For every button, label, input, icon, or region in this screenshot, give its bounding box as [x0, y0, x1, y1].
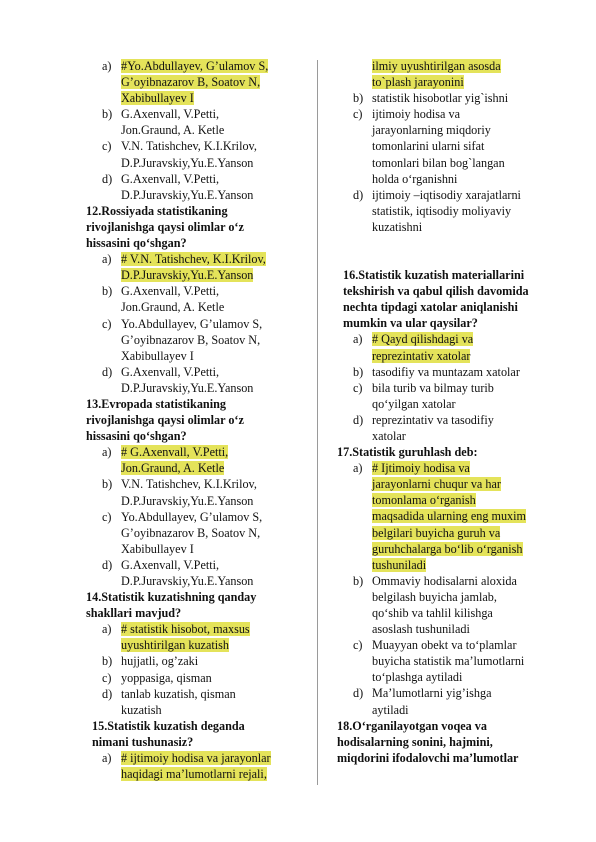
option-label: a) — [102, 751, 112, 766]
text-line: 12.Rossiyada statistikaning — [86, 203, 228, 218]
text-line: statistik hisobotlar yig`ishni — [372, 91, 509, 106]
question-13 — [86, 396, 298, 444]
option-label: c) — [102, 139, 112, 154]
text-line: D.P.Juravskiy,Yu.E.Yanson — [121, 155, 254, 170]
answer-options — [86, 750, 298, 782]
text-line: nechta tipdagi xatolar aniqlanishi — [343, 300, 518, 315]
text-line: bila turib va bilmay turib — [372, 380, 494, 395]
text-line: Yo.Abdullayev, G’ulamov S, — [121, 509, 263, 524]
answer-option — [337, 412, 552, 444]
answer-option — [86, 557, 298, 589]
question-15 — [86, 718, 298, 750]
text-line: to‘plashga aytiladi — [372, 670, 463, 685]
text-line: tomonlari bilan bog`langan — [372, 155, 505, 170]
text-line: qo‘shib va tahlil kilishga — [372, 606, 493, 620]
text-line: G.Axenvall, V.Petti, — [121, 364, 220, 379]
option-label: c) — [353, 107, 363, 122]
text-line: tomonlama o‘rganish — [372, 493, 476, 508]
option-label: d) — [102, 557, 113, 572]
text-line: # Qayd qilishdagi va — [372, 332, 474, 347]
answer-option — [337, 187, 552, 235]
text-line: Yo.Abdullayev, G’ulamov S, — [121, 316, 263, 331]
option-label: a) — [102, 445, 112, 460]
answer-option — [337, 685, 552, 717]
text-line: G.Axenvall, V.Petti, — [121, 107, 220, 122]
text-line: reprezintativ va tasodifiy — [372, 412, 494, 427]
text-line: # Ijtimoiy hodisa va — [372, 461, 470, 476]
text-line: # statistik hisobot, maxsus — [121, 622, 250, 637]
text-line: Ma’lumotlarni yig’ishga — [372, 686, 492, 701]
column-divider — [317, 60, 318, 785]
option-label: b) — [353, 364, 364, 379]
text-line: tomonlarini ularni sifat — [372, 139, 485, 154]
spacer — [337, 235, 552, 267]
answer-option — [86, 653, 298, 669]
text-line: yoppasiga, qisman — [121, 670, 212, 685]
text-line: buyicha statistik ma’lumotlarni — [372, 654, 525, 669]
text-line: tekshirish va qabul qilish davomida — [343, 284, 529, 299]
answer-option — [86, 316, 298, 364]
answer-option-correct — [337, 331, 552, 363]
answer-option-correct — [86, 750, 298, 782]
option-label: b) — [102, 284, 113, 299]
text-line: uyushtirilgan kuzatish — [121, 638, 229, 653]
answer-option — [86, 476, 298, 508]
text-line: maqsadida ularning eng muxim — [372, 509, 527, 524]
text-line: rivojlanishga qaysi olimlar o‘z — [86, 413, 244, 428]
answer-options — [86, 621, 298, 718]
text-line: qo‘yilgan xatolar — [372, 396, 456, 411]
text-line: Muayyan obekt va to‘plamlar — [372, 638, 517, 653]
text-line: Xabibullayev I — [121, 541, 194, 556]
text-line: G’oyibnazarov B, Soatov N, — [121, 525, 261, 540]
answer-options — [86, 444, 298, 589]
text-line: ijtimoiy hodisa va — [372, 107, 461, 122]
answer-option — [337, 573, 552, 637]
text-line: Jon.Graund, A. Ketle — [121, 461, 225, 476]
text-line: Jon.Graund, A. Ketle — [121, 300, 225, 315]
answer-option-correct — [86, 621, 298, 653]
text-line: tushuniladi — [372, 557, 427, 572]
text-line: hujjatli, og’zaki — [121, 654, 199, 669]
answer-option — [337, 106, 552, 186]
text-line: belgilari buyicha guruh va — [372, 525, 501, 540]
answer-option — [337, 637, 552, 685]
text-line: aytiladi — [372, 702, 409, 717]
text-line: asoslash tushuniladi — [372, 622, 470, 637]
answer-option — [86, 364, 298, 396]
option-label: d) — [353, 187, 364, 202]
text-line: to`plash jarayonini — [372, 75, 464, 90]
text-line: holda o‘rganishni — [372, 171, 458, 186]
text-line: 14.Statistik kuzatishning qanday — [86, 590, 257, 605]
right-column — [337, 58, 552, 766]
text-line: belgilash buyicha jamlab, — [372, 589, 497, 604]
text-line: G.Axenvall, V.Petti, — [121, 284, 220, 299]
text-line: # G.Axenvall, V.Petti, — [121, 445, 229, 460]
text-line: ilmiy uyushtirilgan asosda — [372, 59, 501, 73]
option-label: d) — [102, 686, 113, 701]
answer-options — [337, 460, 552, 718]
text-line: tanlab kuzatish, qisman — [121, 686, 236, 701]
text-line: Ommaviy hodisalarni aloxida — [372, 573, 517, 588]
text-line: G’oyibnazarov B, Soatov N, — [121, 75, 261, 90]
answer-options — [337, 331, 552, 444]
option-label: d) — [353, 412, 364, 427]
text-line: G.Axenvall, V.Petti, — [121, 171, 220, 186]
text-line: #Yo.Abdullayev, G’ulamov S, — [121, 59, 269, 73]
answer-option — [86, 138, 298, 170]
option-label: d) — [102, 171, 113, 186]
question-14 — [86, 589, 298, 621]
option-label: a) — [102, 59, 112, 73]
option-label: c) — [353, 380, 363, 395]
text-line: 13.Evropada statistikaning — [86, 396, 226, 411]
option-label: c) — [102, 670, 112, 685]
answer-options — [86, 58, 298, 203]
option-label: a) — [353, 461, 363, 476]
text-line: D.P.Juravskiy,Yu.E.Yanson — [121, 574, 254, 588]
answer-option-correct — [86, 444, 298, 476]
answer-option — [337, 380, 552, 412]
text-line: hodisalarning sonini, hajmini, — [337, 734, 493, 749]
text-line: Xabibullayev I — [121, 348, 194, 363]
text-line: mumkin va ular qaysilar? — [343, 316, 478, 331]
option-label: b) — [353, 91, 364, 106]
text-line: 18.O‘rganilayotgan voqea va — [337, 718, 487, 733]
question-16 — [337, 267, 552, 331]
answer-option-correct — [86, 58, 298, 106]
option-label: d) — [102, 364, 113, 379]
question-12 — [86, 203, 298, 251]
text-line: hissasini qo‘shgan? — [86, 429, 187, 444]
answer-options — [86, 251, 298, 396]
text-line: D.P.Juravskiy,Yu.E.Yanson — [121, 268, 254, 283]
answer-option — [337, 364, 552, 380]
text-line: 15.Statistik kuzatish deganda — [92, 718, 245, 733]
option-label: b) — [102, 654, 113, 669]
text-line: ijtimoiy –iqtisodiy xarajatlarni — [372, 187, 521, 202]
answer-option — [86, 283, 298, 315]
text-line: D.P.Juravskiy,Yu.E.Yanson — [121, 187, 254, 202]
text-line: rivojlanishga qaysi olimlar o‘z — [86, 219, 244, 234]
text-line: haqidagi ma’lumotlarni rejali, — [121, 767, 267, 782]
text-line: Jon.Graund, A. Ketle — [121, 123, 225, 138]
answer-option — [86, 106, 298, 138]
text-line: jarayonlarning miqdoriy — [372, 123, 491, 138]
text-line: V.N. Tatishchev, K.I.Krilov, — [121, 477, 257, 492]
text-line: G.Axenvall, V.Petti, — [121, 557, 220, 572]
option-continuation — [337, 58, 552, 90]
text-line: xatolar — [372, 428, 406, 443]
text-line: hissasini qo‘shgan? — [86, 236, 187, 251]
text-line: kuzatishni — [372, 219, 423, 234]
option-label: b) — [102, 477, 113, 492]
text-line: miqdorini ifodalovchi ma’lumotlar — [337, 750, 519, 765]
text-line: nimani tushunasiz? — [92, 734, 194, 749]
text-line: reprezintativ xatolar — [372, 348, 471, 363]
text-line: # V.N. Tatishchev, K.I.Krilov, — [121, 252, 266, 267]
option-label: b) — [353, 573, 364, 588]
question-17 — [337, 444, 552, 460]
text-line: jarayonlarni chuqur va har — [372, 477, 501, 492]
option-label: a) — [353, 332, 363, 347]
answer-option — [337, 90, 552, 106]
text-line: shakllari mavjud? — [86, 606, 182, 621]
question-18 — [337, 718, 552, 766]
option-label: a) — [102, 252, 112, 267]
option-label: d) — [353, 686, 364, 701]
answer-options — [337, 90, 552, 235]
left-column — [86, 58, 298, 782]
text-line: 16.Statistik kuzatish materiallarini — [343, 268, 525, 283]
text-line: kuzatish — [121, 702, 162, 717]
text-line: V.N. Tatishchev, K.I.Krilov, — [121, 139, 257, 154]
text-line: # ijtimoiy hodisa va jarayonlar — [121, 751, 271, 766]
text-line: G’oyibnazarov B, Soatov N, — [121, 332, 261, 347]
text-line: Xabibullayev I — [121, 91, 194, 106]
answer-option-correct — [337, 460, 552, 573]
option-label: c) — [102, 509, 112, 524]
answer-option — [86, 509, 298, 557]
text-line: 17.Statistik guruhlash deb: — [337, 445, 478, 460]
option-label: c) — [353, 638, 363, 653]
answer-option — [86, 171, 298, 203]
option-label: b) — [102, 107, 113, 122]
text-line: tasodifiy va muntazam xatolar — [372, 364, 520, 379]
answer-option — [86, 686, 298, 718]
text-line: D.P.Juravskiy,Yu.E.Yanson — [121, 493, 254, 508]
text-line: guruhchalarga bo‘lib o‘rganish — [372, 541, 523, 556]
option-label: a) — [102, 622, 112, 637]
text-line: statistik, iqtisodiy moliyaviy — [372, 203, 512, 218]
answer-option — [86, 670, 298, 686]
answer-option-correct — [86, 251, 298, 283]
text-line: D.P.Juravskiy,Yu.E.Yanson — [121, 380, 254, 395]
option-label: c) — [102, 316, 112, 331]
